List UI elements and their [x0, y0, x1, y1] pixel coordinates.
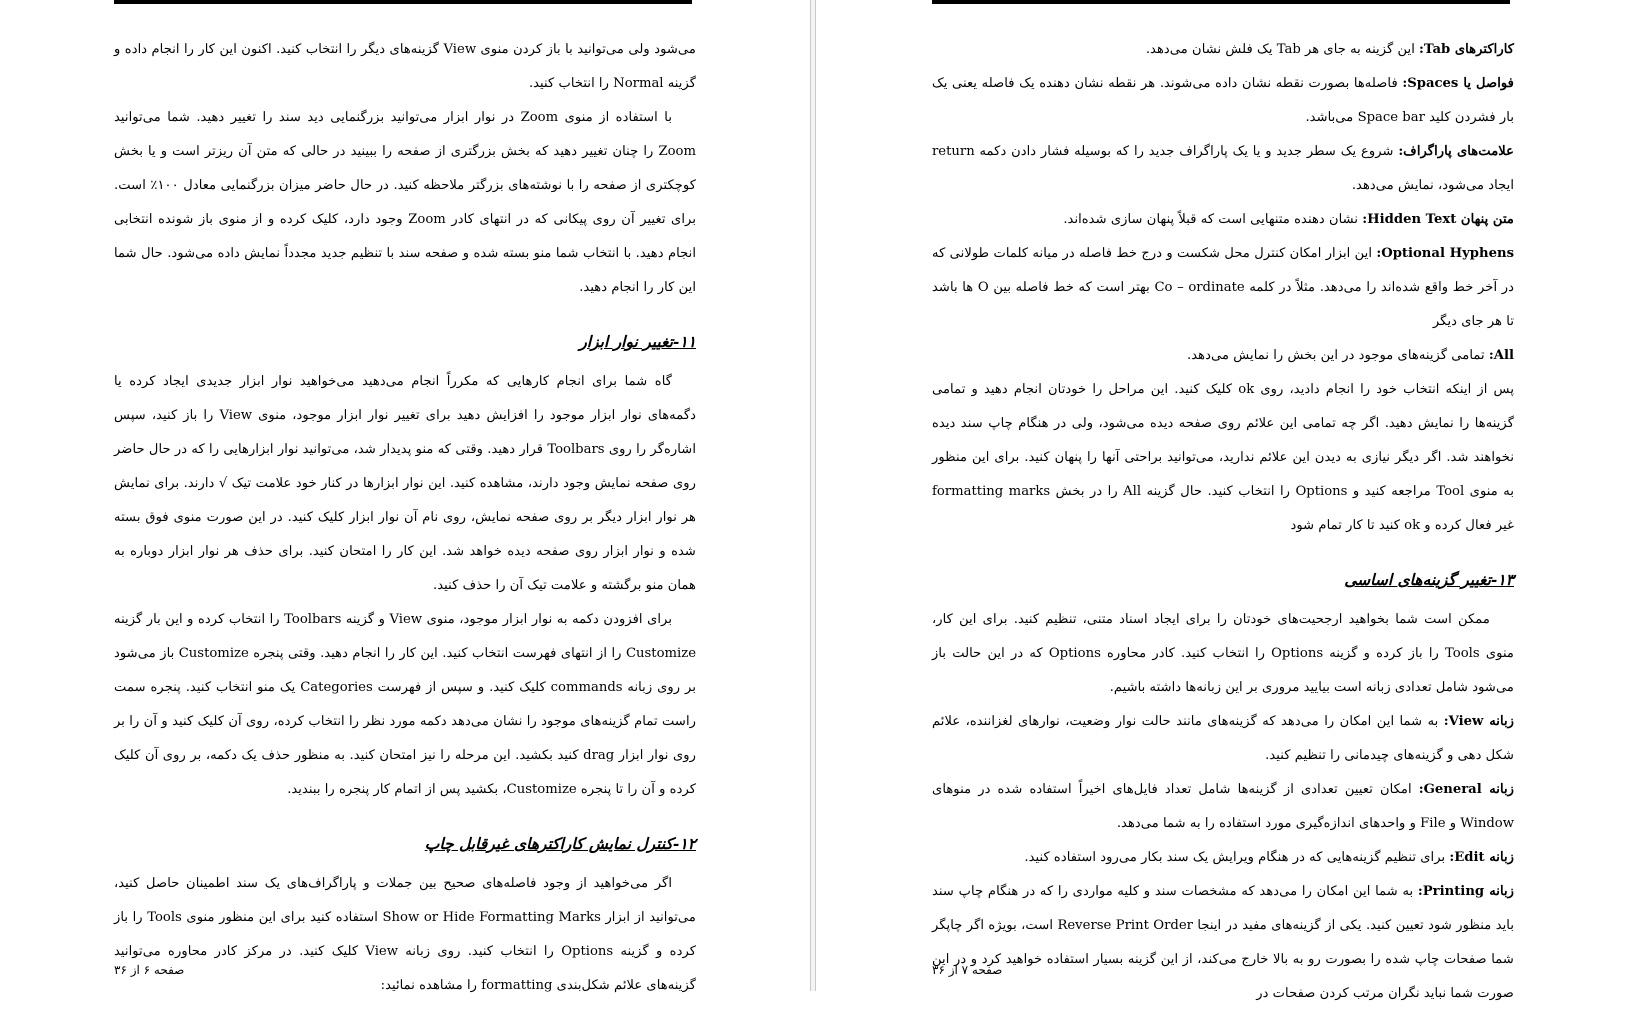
definition-term: Optional Hyphens:: [1376, 246, 1514, 261]
page-footer: صفحه ۷ از ۳۶: [932, 963, 1003, 977]
definition-text: فاصله‌ها بصورت نقطه نشان داده می‌شوند. هر نقطه نشان دهنده یک فاصله یعنی یک بار فشردن کلید Space bar می‌باشد.: [932, 76, 1514, 125]
definition-item: [932, 203, 1514, 237]
page-text-column: [114, 33, 696, 1003]
definition-item: [932, 841, 1514, 875]
paragraph: گاه شما برای انجام کارهایی که مکرراً انجام می‌دهید می‌خواهید نوار ابزار جدیدی ایجاد کرده یا دگمه‌های نوار ابزار موجود را افزایش دهید برای تغییر نوار ابزار موجود، منوی View را باز کنید، سپس اشاره‌گر را روی Toolbars قرار دهید. وقتی که منو پدیدار شد، می‌توانید نوار ابزارهایی را که در حال حاضر روی صفحه نمایش وجود دارند، مشاهده کنید. این نوار ابزارها در کنار خود علامت تیک √ دارند. برای نمایش هر نوار ابزار دیگر بر روی صفحه نمایش، روی نام آن نوار ابزار کلیک کنید. در این صورت منوی فوق بسته شده و نوار ابزار روی صفحه دیده خواهد شد. این کار را امتحان کنید. برای حذف هر نوار ابزار دوباره به همان منو برگشته و علامت تیک آن را حذف کنید.: [114, 374, 696, 593]
document-page-right: [815, 0, 1626, 1001]
definition-term: All:: [1488, 348, 1514, 363]
definition-item: [932, 339, 1514, 373]
top-rule: [114, 0, 692, 4]
definition-text: شروع یک سطر جدید و یا یک پاراگراف جدید را که بوسیله فشار دادن دکمه return ایجاد می‌شود، نمایش می‌دهد.: [932, 144, 1514, 193]
definition-item: [932, 135, 1514, 203]
top-rule: [932, 0, 1510, 4]
paragraph: پس از اینکه انتخاب خود را انجام دادید، روی ok کلیک کنید. این مراحل را خودتان انجام دهید و تمامی گزینه‌ها را نمایش دهید. اگر چه تمامی این علائم روی صفحه دیده می‌شود، ولی در هنگام چاپ سند دیده نخواهند شد. اگر دیگر نیازی به دیدن این علائم ندارید، می‌توانید براحتی آنها را پنهان کنید. برای این منظور به منوی Tool مراجعه کنید و Options را انتخاب کنید. حال گزینه All را در بخش formatting marks غیر فعال کرده و ok کنید تا کار تمام شود: [932, 382, 1514, 533]
paragraph: برای افزودن دکمه به نوار ابزار موجود، منوی View و گزینه Toolbars را انتخاب کرده و این بار گزینه Customize را از انتهای فهرست انتخاب کنید. این کار را انجام دهید. وقتی پنجره Customize باز می‌شود بر روی زبانه commands کلیک کنید. و سپس از فهرست Categories یک منو انتخاب کنید. پنجره سمت راست تمام گزینه‌های موجود را نشان می‌دهد دکمه مورد نظر را انتخاب کرده، روی آن کلیک کنید و آن را بر روی نوار ابزار drag کنید بکشید. این مرحله را نیز امتحان کنید. به منظور حذف یک دکمه، بر روی آن کلیک کرده و آن را تا پنجره Customize، بکشید پس از اتمام کار پنجره را ببندید.: [114, 612, 697, 797]
section-heading-11: ۱۱-تغییر نوار ابزار: [579, 332, 696, 351]
definition-term: زبانه Edit:: [1449, 850, 1514, 865]
section-heading-12: ۱۲-کنترل نمایش کاراکترهای غیرقابل چاپ: [424, 834, 696, 853]
definition-text: این گزینه به جای هر Tab یک فلش نشان می‌دهد.: [1145, 42, 1420, 57]
definition-term: زبانه View:: [1443, 714, 1515, 729]
definition-term: متن پنهان Hidden Text:: [1362, 212, 1514, 227]
definition-text: امکان تعیین تعدادی از گزینه‌ها شامل تعداد فایل‌های اخیراً استفاده شده در منوهای Window و File و واحدهای اندازه‌گیری مورد استفاده را به شما می‌دهد.: [932, 782, 1514, 831]
paragraph: می‌شود ولی می‌توانید با باز کردن منوی View گزینه‌های دیگر را انتخاب کنید. اکنون این کار را انجام داده و گزینه Normal را انتخاب کنید.: [114, 42, 696, 91]
section-heading-13: ۱۳-تغییر گزینه‌های اساسی: [1344, 570, 1514, 589]
definition-text: تمامی گزینه‌های موجود در این بخش را نمایش می‌دهد.: [1187, 348, 1489, 363]
page-footer: صفحه ۶ از ۳۶: [114, 963, 185, 977]
definition-item: [932, 33, 1514, 67]
paragraph: با استفاده از منوی Zoom در نوار ابزار می‌توانید بزرگنمایی دید سند را تغییر دهید. شما می‌توانید Zoom را چنان تغییر دهید که بخش بزرگتری از صفحه را ببینید در حالی که متن آن ریزتر است و یا بخش کوچکتری از صفحه را با نوشته‌های بزرگتر ملاحظه کنید. در حال حاضر میزان بزرگنمایی معادل ۱۰۰٪ است. برای تغییر آن روی پیکانی که در انتهای کادر Zoom وجود دارد، کلیک کرده و از منوی باز شونده انتخابی انجام دهید. با انتخاب شما منو بسته شده و صفحه سند با تنظیم جدید مجدداً نمایش داده می‌شود. حال شما این کار را انجام دهید.: [114, 110, 696, 295]
definition-term: کاراکترهای Tab:: [1419, 42, 1514, 57]
page-text-column: [932, 33, 1514, 1011]
definition-item: [932, 705, 1514, 773]
paragraph: ممکن است شما بخواهید ارجحیت‌های خودتان را برای ایجاد اسناد متنی، تنظیم کنید. برای این کار، منوی Tools را باز کرده و گزینه Options را انتخاب کنید. کادر محاوره Options که در این حالت باز می‌شود شامل تعدادی زبانه است بیایید مروری بر این زبانه‌ها داشته باشیم.: [932, 612, 1514, 695]
definition-text: به شما این امکان را می‌دهد که مشخصات سند و کلیه مواردی را که در هنگام چاپ سند باید منظور شود تعیین کنید. یکی از گزینه‌های مفید در اینجا Reverse Print Order است، بویژه اگر چاپگر شما صفحات چاپ شده را بصورت رو به بالا خارج می‌کند، از این گزینه بسیار استفاده خواهید کرد و در این صورت شما نباید نگران مرتب کردن صفحات در: [932, 884, 1514, 1001]
document-page-left: [0, 0, 811, 991]
paragraph: اگر می‌خواهید از وجود فاصله‌های صحیح بین جملات و پاراگراف‌های یک سند اطمینان حاصل کنید، می‌توانید از ابزار Show or Hide Formatting Marks استفاده کنید برای این منظور منوی Tools را باز کرده و گزینه Options را انتخاب کنید. روی زبانه View کلیک کنید. در مرکز کادر محاوره می‌توانید گزینه‌های علائم شکل‌بندی formatting را مشاهده نمائید:: [114, 876, 697, 993]
definition-term: فواصل یا Spaces:: [1402, 76, 1514, 91]
definition-text: این ابزار امکان کنترل محل شکست و درج خط فاصله در میانه کلمات طولانی که در آخر خط واقع شده‌اند را می‌دهد. مثلاً در کلمه Co – ordinate بهتر است که خط فاصله بین O ها باشد تا هر جای دیگر: [932, 246, 1514, 329]
definition-term: علامت‌های پاراگراف:: [1398, 144, 1514, 159]
definition-text: نشان دهنده متنهایی است که قبلاً پنهان سازی شده‌اند.: [1063, 212, 1363, 227]
definition-text: برای تنظیم گزینه‌هایی که در هنگام ویرایش یک سند بکار می‌رود استفاده کنید.: [1024, 850, 1450, 865]
definition-term: زبانه General:: [1418, 782, 1514, 797]
definition-text: به شما این امکان را می‌دهد که گزینه‌های مانند حالت نوار وضعیت، نوارهای لغزاننده، علائم شکل دهی و گزینه‌های چیدمانی را تنظیم کنید.: [932, 714, 1514, 763]
definition-item: [932, 237, 1514, 339]
definition-item: [932, 773, 1514, 841]
definition-item: [932, 67, 1514, 135]
definition-term: زبانه Printing:: [1417, 884, 1515, 899]
